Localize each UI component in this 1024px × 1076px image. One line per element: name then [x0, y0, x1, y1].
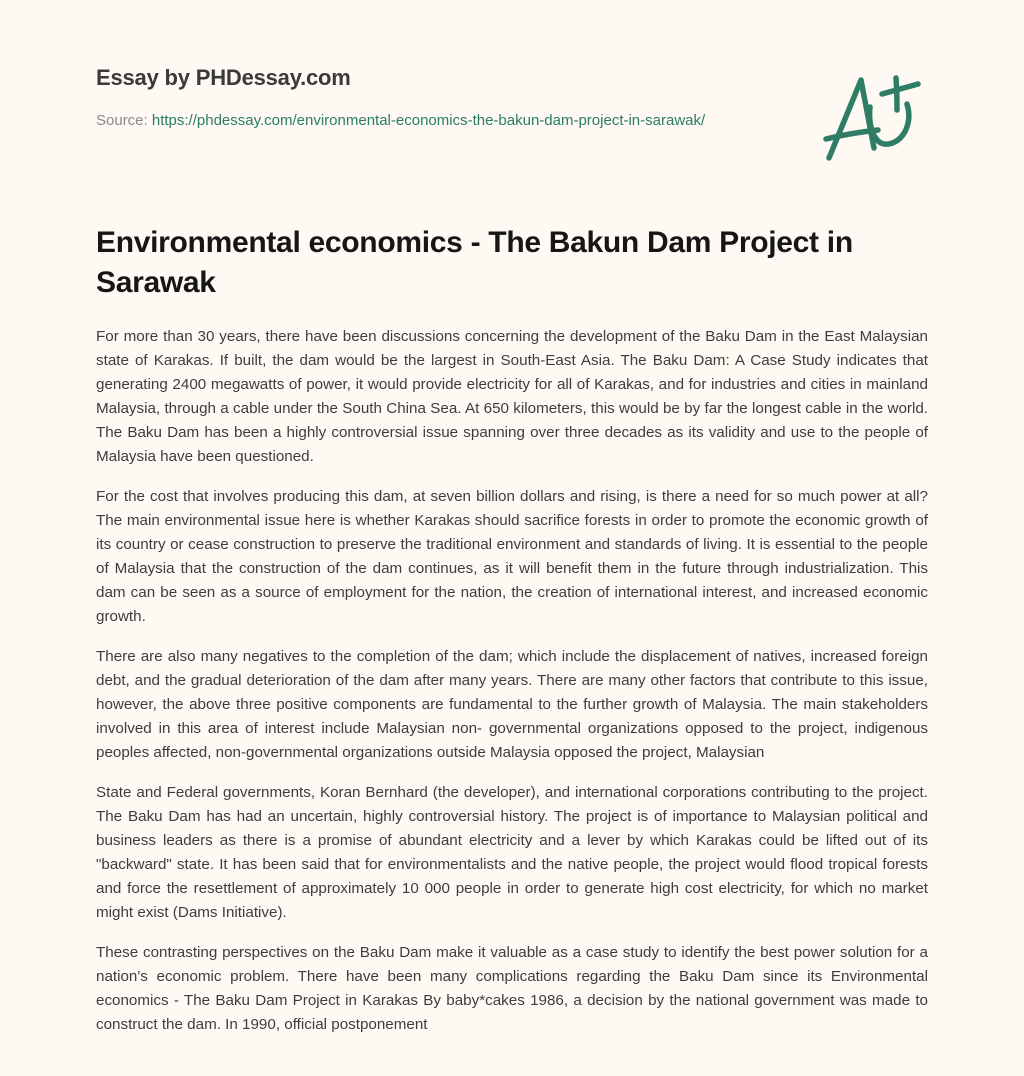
a-plus-grade-icon [818, 62, 928, 172]
site-title: Essay by PHDessay.com [96, 65, 351, 90]
source-label: Source: [96, 112, 148, 129]
paragraph: For the cost that involves producing this dam, at seven billion dollars and rising, is there a need for so much power at all? The main environmental issue here is whether Karakas should sacrifice forests in order to promote the economic growth of its country or cease construction to preserve the traditional environment and standards of living. It is essential to the people of Malaysia that the construction of the dam continues, as it will benefit them in the future through industrialization. This dam can be seen as a source of employment for the nation, the creation of international interest, and increased economic growth. [96, 488, 928, 625]
paragraph: For more than 30 years, there have been discussions concerning the development of the Baku Dam in the East Malaysian state of Karakas. If built, the dam would be the largest in South-East Asia. The Baku Dam: A Case Study indicates that generating 2400 megawatts of power, it would provide electricity for all of Karakas, and for industries and cities in mainland Malaysia, through a cable under the South China Sea. At 650 kilometers, this would be by far the longest cable in the world. The Baku Dam has been a highly controversial issue spanning over three decades as its validity and use to the people of Malaysia have been questioned. [96, 328, 928, 465]
paragraph: There are also many negatives to the completion of the dam; which include the displacement of natives, increased foreign debt, and the gradual deterioration of the dam after many years. There are many other factors that contribute to this issue, however, the above three positive components are fundamental to the further growth of Malaysia. The main stakeholders involved in this area of interest include Malaysian non- governmental organizations opposed to the project, indigenous peoples affected, non-governmental organizations outside Malaysia opposed the project, Malaysian [96, 648, 928, 761]
paragraph: State and Federal governments, Koran Bernhard (the developer), and international corporations contributing to the project. The Baku Dam has had an uncertain, highly controversial history. The project is of importance to Malaysian political and business leaders as there is a promise of abundant electricity and a lever by which Karakas could be lifted out of its "backward" state. It has been said that for environmentalists and the native people, the project would flood tropical forests and force the resettlement of approximately 10 000 people in order to generate high cost electricity, for which no market might exist (Dams Initiative). [96, 784, 928, 921]
paragraph: These contrasting perspectives on the Baku Dam make it valuable as a case study to identify the best power solution for a nation's economic problem. There have been many complications regarding the Baku Dam since its Environmental economics - The Baku Dam Project in Karakas By baby*cakes 1986, a decision by the national government was made to construct the dam. In 1990, official postponement [96, 944, 928, 1033]
source-link[interactable]: https://phdessay.com/environmental-economics-the-bakun-dam-project-in-sarawak/ [151, 112, 706, 129]
article-body [96, 325, 928, 1053]
source-line [96, 109, 736, 132]
page-header [96, 62, 776, 132]
article-title: Environmental economics - The Bakun Dam Project in Sarawak [96, 226, 853, 299]
